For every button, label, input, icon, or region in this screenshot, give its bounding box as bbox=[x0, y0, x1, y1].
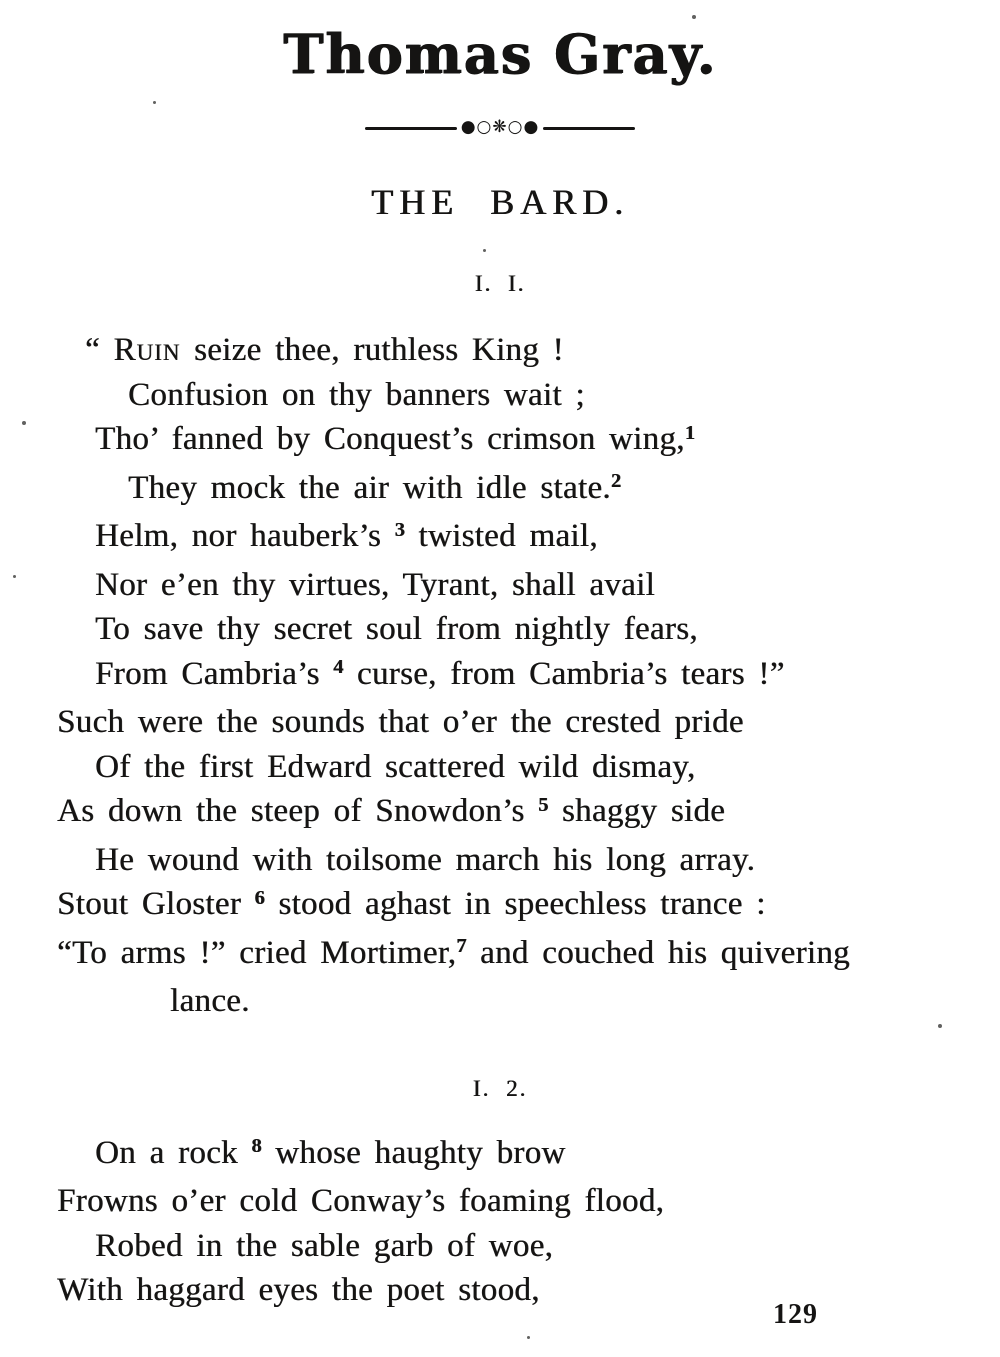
line-text: whose haughty brow bbox=[261, 1134, 566, 1171]
ornament-divider bbox=[0, 117, 1000, 137]
poem-line bbox=[95, 563, 1000, 608]
author-header: Thomas Gray. bbox=[282, 22, 718, 86]
line-text: shaggy side bbox=[548, 793, 726, 829]
line-text: stood aghast in speechless trance : bbox=[264, 886, 766, 922]
line-text: As down the steep of Snowdon’s bbox=[57, 793, 539, 829]
footnote-ref: 7 bbox=[456, 935, 467, 958]
stanza-heading: I. 2. bbox=[472, 1075, 528, 1101]
footnote-ref: 2 bbox=[610, 470, 622, 493]
poem-line bbox=[57, 789, 1000, 838]
line-text: curse, from Cambria’s tears !” bbox=[343, 655, 785, 692]
divider-rule-right bbox=[543, 127, 635, 130]
stanza bbox=[0, 1076, 1000, 1313]
poem-line bbox=[95, 417, 1000, 466]
line-text: Robed in the sable garb of woe, bbox=[95, 1227, 554, 1264]
poem-line bbox=[128, 466, 1000, 515]
poem-line bbox=[57, 1268, 1000, 1313]
poem-line bbox=[95, 652, 1000, 701]
line-text: lance. bbox=[170, 983, 250, 1019]
divider-florette-icon: ●○❋○● bbox=[460, 117, 540, 137]
line-text: Such were the sounds that o’er the crested pride bbox=[57, 704, 744, 740]
line-text: Confusion on thy banners wait ; bbox=[128, 376, 585, 413]
poem-line bbox=[57, 700, 1000, 745]
line-text: and couched his quivering bbox=[466, 934, 850, 971]
line-text: Tho’ fanned by Conquest’s crimson wing, bbox=[95, 421, 685, 457]
poem-line bbox=[57, 1179, 1000, 1224]
poem-line bbox=[95, 745, 1000, 790]
footnote-ref: 6 bbox=[254, 886, 265, 909]
scan-speck bbox=[483, 249, 486, 252]
line-text: On a rock bbox=[95, 1134, 252, 1171]
smallcaps-word: Ruin bbox=[113, 332, 181, 368]
line-text: seize thee, ruthless King ! bbox=[180, 332, 564, 368]
stanza-heading: I. I. bbox=[474, 271, 526, 296]
poem-line bbox=[57, 931, 1000, 980]
poem-line bbox=[95, 607, 1000, 652]
poem-line bbox=[95, 1224, 1000, 1269]
footnote-ref: 5 bbox=[538, 793, 549, 816]
line-text: Frowns o’er cold Conway’s foaming flood, bbox=[57, 1183, 665, 1219]
poem-line bbox=[95, 514, 1000, 563]
poem-line bbox=[85, 328, 1000, 373]
line-text: He wound with toilsome march his long array. bbox=[95, 841, 756, 878]
footnote-ref: 1 bbox=[684, 421, 695, 444]
page-number: 129 bbox=[773, 1299, 818, 1330]
line-text: Of the first Edward scattered wild dismay, bbox=[95, 748, 696, 785]
poem-title: THE BARD. bbox=[371, 182, 629, 222]
poem-line bbox=[128, 373, 1000, 418]
poem-line bbox=[95, 1131, 1000, 1180]
line-text: Helm, nor hauberk’s bbox=[95, 518, 395, 554]
line-text: Stout Gloster bbox=[57, 886, 255, 922]
line-text: twisted mail, bbox=[404, 518, 598, 554]
scan-speck bbox=[527, 1336, 530, 1339]
poem-line bbox=[95, 838, 1000, 883]
line-text: Nor e’en thy virtues, Tyrant, shall avail bbox=[95, 566, 655, 603]
poem bbox=[0, 271, 1000, 1313]
stanza bbox=[0, 271, 1000, 1024]
scan-speck bbox=[153, 101, 156, 104]
footnote-ref: 4 bbox=[333, 656, 344, 679]
footnote-ref: 8 bbox=[251, 1135, 262, 1158]
line-text: “ bbox=[85, 332, 114, 368]
line-text: They mock the air with idle state. bbox=[128, 469, 611, 506]
poem-line bbox=[57, 882, 1000, 931]
scan-speck bbox=[22, 421, 26, 425]
scan-speck bbox=[692, 15, 696, 19]
line-text: To save thy secret soul from nightly fears, bbox=[95, 611, 698, 647]
poem-line bbox=[170, 979, 1000, 1024]
line-text: “To arms !” cried Mortimer, bbox=[57, 934, 457, 971]
scan-speck bbox=[13, 575, 16, 578]
scan-speck bbox=[938, 1024, 942, 1028]
footnote-ref: 3 bbox=[394, 518, 405, 541]
line-text: With haggard eyes the poet stood, bbox=[57, 1272, 540, 1308]
divider-rule-left bbox=[365, 127, 457, 130]
line-text: From Cambria’s bbox=[95, 655, 334, 692]
